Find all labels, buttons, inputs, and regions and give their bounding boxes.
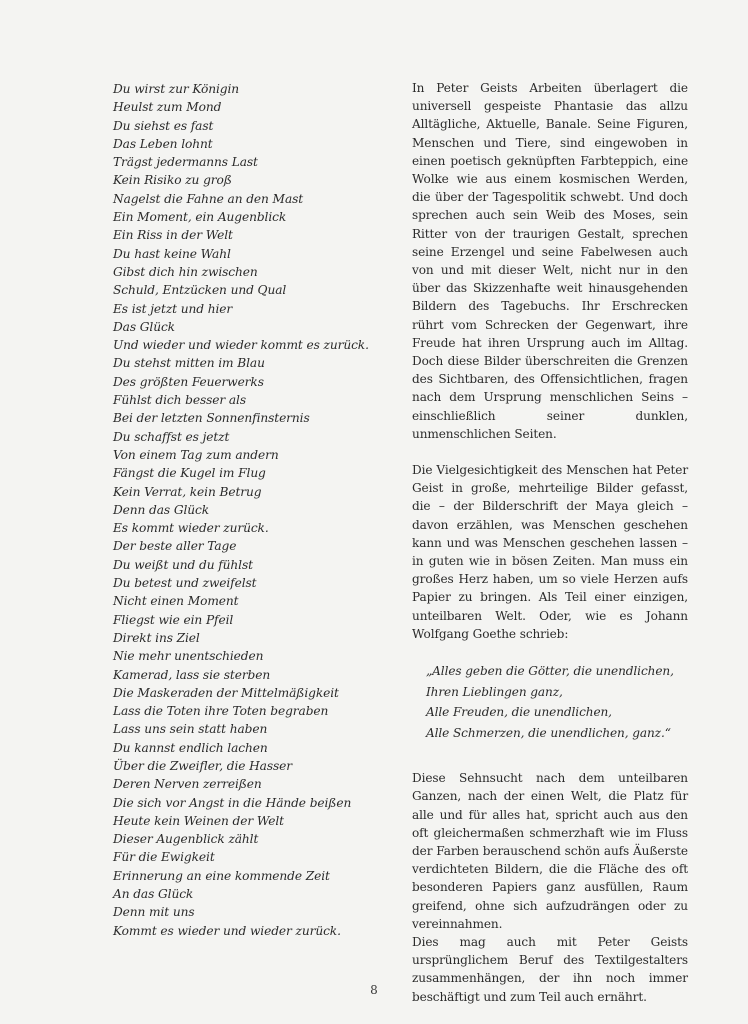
poem-line: Lass die Toten ihre Toten begraben xyxy=(113,704,329,719)
poem-line: Du hast keine Wahl xyxy=(113,246,231,261)
poem-line: Und wieder und wieder kommt es zurück. xyxy=(113,338,369,353)
poem-line: Das Glück xyxy=(113,319,175,334)
poem-line: Ein Riss in der Welt xyxy=(113,228,233,243)
poem-line: Über die Zweifler, die Hasser xyxy=(113,758,292,773)
poem-line: Die Maskeraden der Mittelmäßigkeit xyxy=(113,685,339,700)
goethe-quote xyxy=(426,661,688,743)
poem-line: Heulst zum Mond xyxy=(113,100,222,115)
essay-column xyxy=(412,79,688,1006)
paragraph-3: Diese Sehnsucht nach dem unteilbaren Ganzen, nach der einen Welt, die Platz für alle und für alles hat, spricht auch aus den oft gleichermaßen schmerzhaft wie im Fluss der Farben berauschend schön aufs Äußerste verdichteten Bildern, die die Fläche des oft besonderen Papiers ganz ausfüllen, Raum greifend, ohne sich aufzudrängen oder zu vereinnahmen. xyxy=(412,771,688,931)
poem-line: Du weißt und du fühlst xyxy=(113,557,253,572)
poem-line: Trägst jedermanns Last xyxy=(113,155,258,170)
quote-line: Ihren Lieblingen ganz, xyxy=(426,684,563,699)
poem-line: Es kommt wieder zurück. xyxy=(113,521,269,536)
poem-line: Es ist jetzt und hier xyxy=(113,301,233,316)
poem-line: Du schaffst es jetzt xyxy=(113,429,230,444)
poem-line: Die sich vor Angst in die Hände beißen xyxy=(113,795,352,810)
poem-line: Der beste aller Tage xyxy=(113,539,237,554)
poem-line: Du kannst endlich lachen xyxy=(113,740,268,755)
poem-line: Nagelst die Fahne an den Mast xyxy=(113,191,304,206)
poem-line: Deren Nerven zerreißen xyxy=(113,777,262,792)
poem-line: Denn das Glück xyxy=(113,502,210,517)
paragraph-4: Dies mag auch mit Peter Geists ursprünglichem Beruf des Textilgestalters zusammenhängen, der ihn noch immer beschäftigt und zum Teil auch ernährt. xyxy=(412,934,688,1004)
poem-line: Heute kein Weinen der Welt xyxy=(113,813,284,828)
poem-line: Nicht einen Moment xyxy=(113,594,239,609)
poem-line: Du stehst mitten im Blau xyxy=(113,356,265,371)
poem-line: Kein Risiko zu groß xyxy=(113,173,232,188)
poem-line: Das Leben lohnt xyxy=(113,136,213,151)
poem-line: Du siehst es fast xyxy=(113,118,214,133)
quote-line: „Alles geben die Götter, die unendlichen, xyxy=(426,664,674,679)
poem-line: Lass uns sein statt haben xyxy=(113,722,268,737)
poem-line: Nie mehr unentschieden xyxy=(113,649,264,664)
poem-line: Schuld, Entzücken und Qual xyxy=(113,283,287,298)
poem-line: Für die Ewigkeit xyxy=(113,850,215,865)
poem-column xyxy=(113,80,383,940)
poem-line: Erinnerung an eine kommende Zeit xyxy=(113,868,330,883)
poem-line: Du wirst zur Königin xyxy=(113,82,240,96)
page-number: 8 xyxy=(370,983,378,997)
poem-line: Fliegst wie ein Pfeil xyxy=(113,612,234,627)
paragraph-2: Die Vielgesichtigkeit des Menschen hat Peter Geist in große, mehrteilige Bilder gefasst, die – der Bilderschrift der Maya gleich – davon erzählen, was Menschen geschehen kann und was Menschen geschehen lassen – in guten wie in bösen Zeiten. Man muss ein großes Herz haben, um so viele Herzen aufs Papier zu bringen. Als Teil einer einzigen, unteilbaren Welt. Oder, wie es Johann Wolfgang Goethe schrieb: xyxy=(412,463,688,641)
poem-line: Des größten Feuerwerks xyxy=(113,374,264,389)
poem-line: Fängst die Kugel im Flug xyxy=(113,466,266,481)
poem-line: Du betest und zweifelst xyxy=(113,576,257,591)
paragraph-1: In Peter Geists Arbeiten überlagert die universell gespeiste Phantasie das allzu Alltägliche, Aktuelle, Banale. Seine Figuren, Menschen und Tiere, sind eingewoben in einen poetisch geknüpften Farbteppich, eine Wolke wie aus einem kosmischen Werden, die über der Tagespolitik schwebt. Und doch sprechen auch sein Weib des Moses, sein Ritter von der traurigen Gestalt, sprechen seine Erzengel und seine Fabelwesen auch von und mit dieser Welt, nicht nur in den über das Skizzenhafte weit hinausgehenden Bildern des Tagebuchs. Ihr Erschrecken rührt vom Schrecken der Gegenwart, ihre Freude hat ihren Ursprung auch im Alltag. Doch diese Bilder überschreiten die Grenzen des Sichtbaren, des Offensichtlichen, fragen nach dem Ursprung menschlichen Seins – einschließlich seiner dunklen, unmenschlichen Seiten. xyxy=(412,81,688,441)
poem-line: Kamerad, lass sie sterben xyxy=(113,667,271,682)
poem-line: An das Glück xyxy=(113,887,194,902)
poem-line: Ein Moment, ein Augenblick xyxy=(113,210,287,225)
poem-line: Denn mit uns xyxy=(113,905,195,920)
quote-line: Alle Schmerzen, die unendlichen, ganz.“ xyxy=(426,725,671,740)
quote-line: Alle Freuden, die unendlichen, xyxy=(426,705,612,720)
poem-line: Von einem Tag zum andern xyxy=(113,447,279,462)
poem-line: Gibst dich hin zwischen xyxy=(113,264,258,279)
poem-line: Kein Verrat, kein Betrug xyxy=(113,484,262,499)
poem-line: Bei der letzten Sonnenfinsternis xyxy=(113,411,310,426)
poem-line: Fühlst dich besser als xyxy=(113,393,246,408)
poem-line: Dieser Augenblick zählt xyxy=(113,832,259,847)
poem-line: Direkt ins Ziel xyxy=(113,630,200,645)
poem-line: Kommt es wieder und wieder zurück. xyxy=(113,923,341,938)
